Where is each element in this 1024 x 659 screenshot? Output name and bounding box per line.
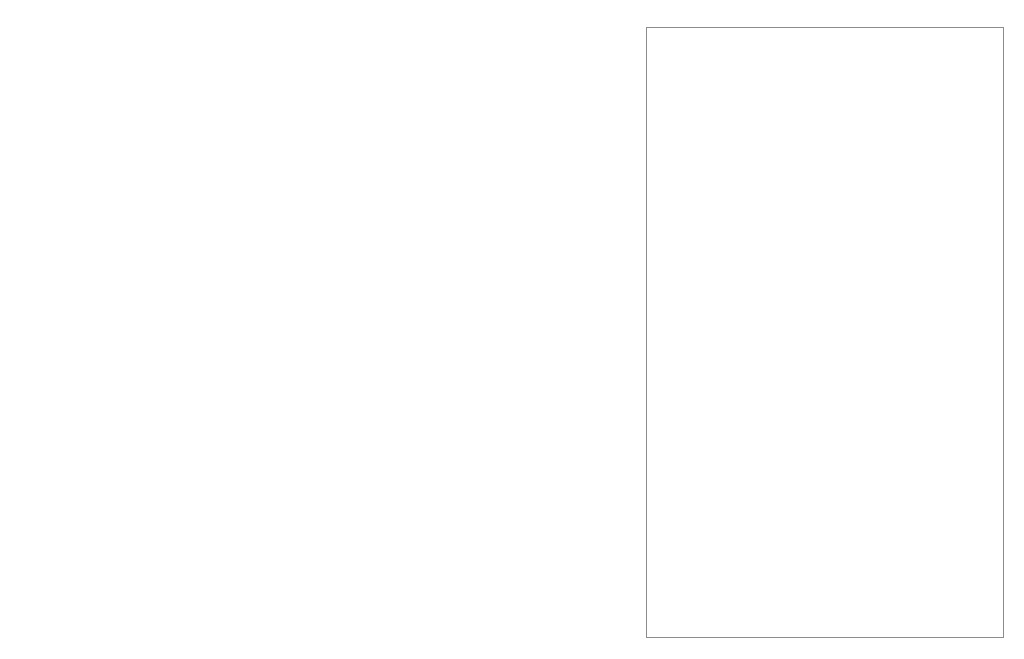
function-properties-table [646, 27, 1004, 638]
